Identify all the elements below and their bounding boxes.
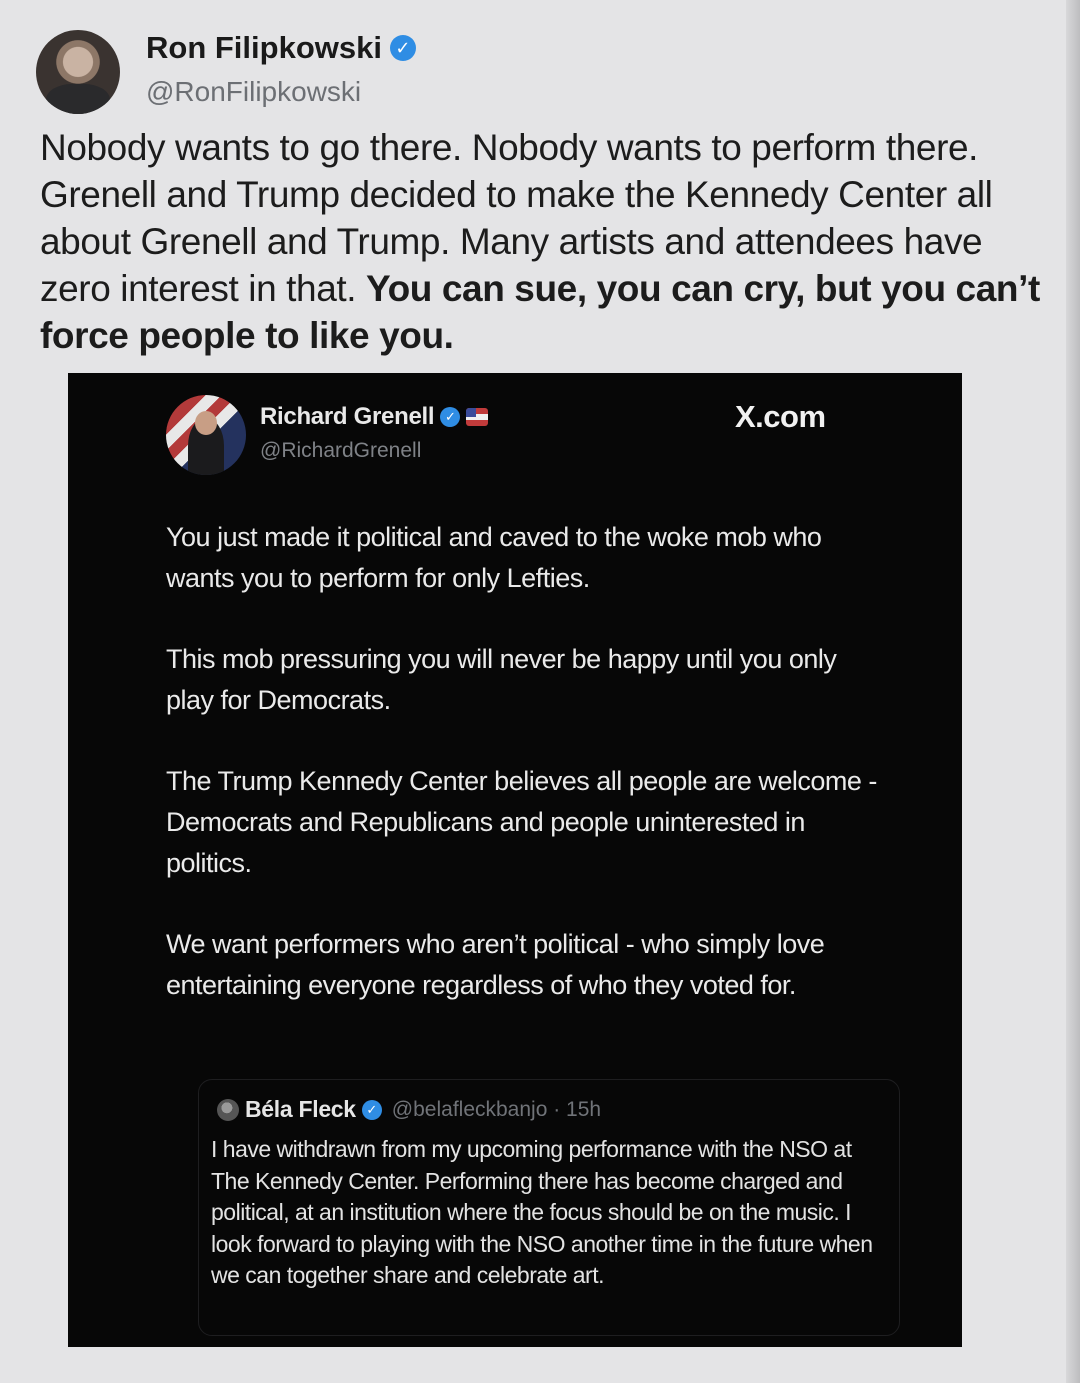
- embedded-avatar: [166, 395, 246, 475]
- embedded-author-name: [260, 403, 488, 431]
- quoted-post: [198, 1079, 900, 1336]
- embedded-paragraph: You just made it political and caved to the woke mob who wants you to perform for only Lefties.: [166, 522, 822, 593]
- quoted-author-meta: @belafleckbanjo · 15h: [391, 1097, 602, 1121]
- embedded-screenshot: [68, 373, 962, 1347]
- author-name-label: Ron Filipkowski: [146, 30, 382, 65]
- verified-badge-icon: ✓: [390, 35, 416, 61]
- quoted-author-name: Béla Fleck: [245, 1096, 356, 1122]
- quoted-avatar: [217, 1099, 239, 1121]
- embedded-paragraph: We want performers who aren’t political - who simply love entertaining everyone regardless of who they voted for.: [166, 929, 825, 1000]
- source-label: X.com: [735, 399, 826, 434]
- embedded-paragraph: The Trump Kennedy Center believes all people are welcome - Democrats and Republicans and people uninterested in politics.: [166, 766, 877, 878]
- avatar[interactable]: [36, 30, 120, 114]
- quoted-post-header: [217, 1096, 601, 1123]
- embedded-author-handle: @RichardGrenell: [260, 439, 422, 462]
- embedded-author-name-label: Richard Grenell: [260, 403, 435, 430]
- post-text: [40, 124, 1050, 359]
- scroll-edge: [1066, 0, 1080, 1383]
- quoted-post-text: I have withdrawn from my upcoming performance with the NSO at The Kennedy Center. Performing there has become charged and political, at an institution where the focus should be on the music. I look forward to playing with the NSO another time in the future when we can together share and celebrate art.: [211, 1136, 873, 1288]
- author-name[interactable]: [146, 30, 416, 66]
- verified-badge-icon: ✓: [440, 407, 460, 427]
- flag-icon: [466, 408, 488, 426]
- post-text-regular: Nobody wants to go there. Nobody wants to perform there. Grenell and Trump decided to make the Kennedy Center all about Grenell and Trump. Many artists and attendees have zero interest in that.: [40, 127, 993, 309]
- author-handle[interactable]: @RonFilipkowski: [146, 76, 362, 107]
- verified-badge-icon: ✓: [362, 1100, 382, 1120]
- post-text-bold: You can sue, you can cry, but you can’t force people to like you.: [40, 268, 1040, 356]
- embedded-paragraph: This mob pressuring you will never be happy until you only play for Democrats.: [166, 644, 837, 715]
- embedded-post-text: [166, 517, 886, 1046]
